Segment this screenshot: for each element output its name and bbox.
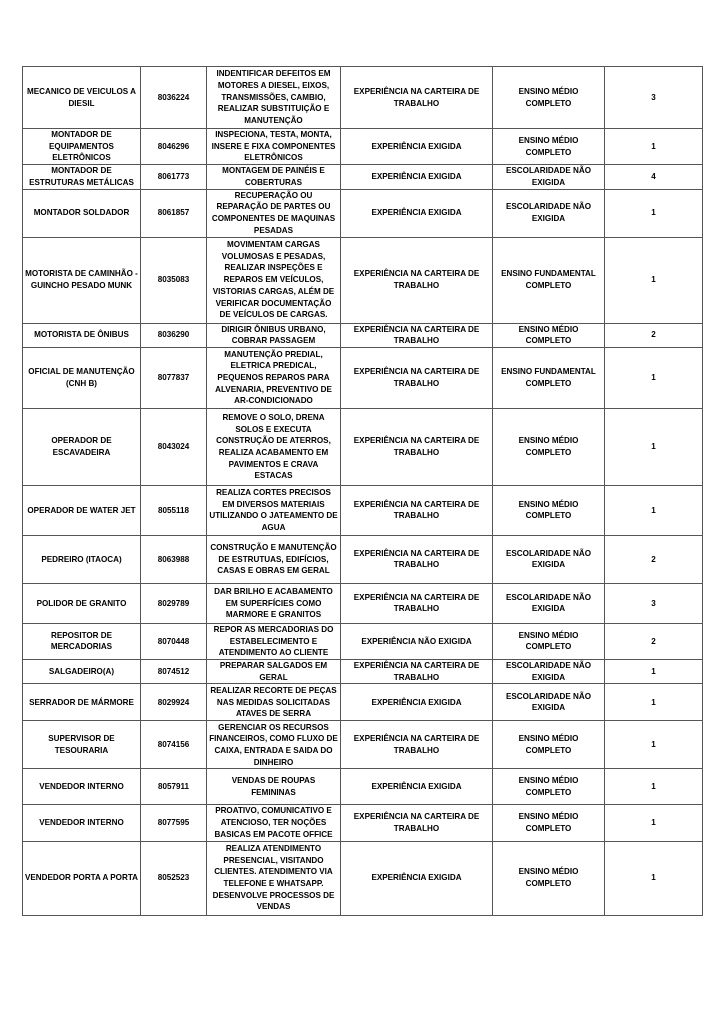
education-requirement-cell: ESCOLARIDADE NÃO EXIGIDA	[493, 535, 605, 583]
job-title-cell: MONTADOR SOLDADOR	[23, 189, 141, 237]
education-requirement-cell: ENSINO MÉDIO COMPLETO	[493, 485, 605, 535]
table-row	[23, 67, 703, 129]
table-row	[23, 535, 703, 583]
job-title-cell: OPERADOR DE ESCAVADEIRA	[23, 408, 141, 485]
vacancies-count-cell: 1	[605, 189, 703, 237]
education-requirement-cell: ENSINO MÉDIO COMPLETO	[493, 805, 605, 841]
education-requirement-cell: ESCOLARIDADE NÃO EXIGIDA	[493, 660, 605, 684]
job-activities-cell: CONSTRUÇÃO E MANUTENÇÃO DE ESTRUTUAS, EDIFÍCIOS, CASAS E OBRAS EM GERAL	[207, 535, 341, 583]
job-title-cell: VENDEDOR INTERNO	[23, 769, 141, 805]
vacancies-count-cell: 2	[605, 623, 703, 659]
vacancies-count-cell: 3	[605, 67, 703, 129]
education-requirement-cell: ENSINO MÉDIO COMPLETO	[493, 67, 605, 129]
table-row	[23, 841, 703, 915]
education-requirement-cell: ENSINO MÉDIO COMPLETO	[493, 769, 605, 805]
job-code-cell: 8029789	[141, 583, 207, 623]
job-code-cell: 8046296	[141, 129, 207, 165]
experience-requirement-cell: EXPERIÊNCIA EXIGIDA	[341, 769, 493, 805]
job-code-cell: 8061773	[141, 165, 207, 189]
job-title-cell: MOTORISTA DE ÔNIBUS	[23, 323, 141, 347]
job-title-cell: SERRADOR DE MÁRMORE	[23, 684, 141, 721]
table-row	[23, 769, 703, 805]
job-title-cell: MONTADOR DE EQUIPAMENTOS ELETRÔNICOS	[23, 129, 141, 165]
job-title-cell: VENDEDOR INTERNO	[23, 805, 141, 841]
job-activities-cell: PREPARAR SALGADOS EM GERAL	[207, 660, 341, 684]
job-rows	[23, 67, 703, 916]
table-row	[23, 805, 703, 841]
job-code-cell: 8043024	[141, 408, 207, 485]
experience-requirement-cell: EXPERIÊNCIA EXIGIDA	[341, 129, 493, 165]
job-code-cell: 8029924	[141, 684, 207, 721]
experience-requirement-cell: EXPERIÊNCIA NA CARTEIRA DE TRABALHO	[341, 583, 493, 623]
vacancies-count-cell: 1	[605, 805, 703, 841]
vacancies-count-cell: 1	[605, 841, 703, 915]
education-requirement-cell: ENSINO FUNDAMENTAL COMPLETO	[493, 237, 605, 323]
job-title-cell: PEDREIRO (ITAOCA)	[23, 535, 141, 583]
job-code-cell: 8077595	[141, 805, 207, 841]
table-row	[23, 660, 703, 684]
job-activities-cell: REMOVE O SOLO, DRENA SOLOS E EXECUTA CONSTRUÇÃO DE ATERROS, REALIZA ACABAMENTO EM PAVIMENTOS E CRAVA ESTACAS	[207, 408, 341, 485]
job-activities-cell: REALIZA CORTES PRECISOS EM DIVERSOS MATERIAIS UTILIZANDO O JATEAMENTO DE AGUA	[207, 485, 341, 535]
education-requirement-cell: ESCOLARIDADE NÃO EXIGIDA	[493, 684, 605, 721]
education-requirement-cell: ESCOLARIDADE NÃO EXIGIDA	[493, 583, 605, 623]
vacancies-count-cell: 1	[605, 684, 703, 721]
job-title-cell: SALGADEIRO(A)	[23, 660, 141, 684]
vacancies-count-cell: 1	[605, 347, 703, 408]
job-title-cell: POLIDOR DE GRANITO	[23, 583, 141, 623]
vacancies-count-cell: 2	[605, 535, 703, 583]
job-code-cell: 8077837	[141, 347, 207, 408]
job-code-cell: 8070448	[141, 623, 207, 659]
job-code-cell: 8052523	[141, 841, 207, 915]
job-activities-cell: VENDAS DE ROUPAS FEMININAS	[207, 769, 341, 805]
job-activities-cell: PROATIVO, COMUNICATIVO E ATENCIOSO, TER NOÇÕES BASICAS EM PACOTE OFFICE	[207, 805, 341, 841]
table-row	[23, 408, 703, 485]
table-row	[23, 323, 703, 347]
table-row	[23, 623, 703, 659]
table-row	[23, 684, 703, 721]
education-requirement-cell: ENSINO MÉDIO COMPLETO	[493, 623, 605, 659]
vacancies-count-cell: 1	[605, 660, 703, 684]
job-code-cell: 8074156	[141, 721, 207, 769]
job-title-cell: MONTADOR DE ESTRUTURAS METÁLICAS	[23, 165, 141, 189]
job-activities-cell: MONTAGEM DE PAINÉIS E COBERTURAS	[207, 165, 341, 189]
job-code-cell: 8074512	[141, 660, 207, 684]
job-code-cell: 8057911	[141, 769, 207, 805]
experience-requirement-cell: EXPERIÊNCIA NA CARTEIRA DE TRABALHO	[341, 237, 493, 323]
vacancies-count-cell: 1	[605, 237, 703, 323]
table-row	[23, 165, 703, 189]
experience-requirement-cell: EXPERIÊNCIA EXIGIDA	[341, 841, 493, 915]
vacancies-count-cell: 1	[605, 129, 703, 165]
job-title-cell: OFICIAL DE MANUTENÇÃO (CNH B)	[23, 347, 141, 408]
education-requirement-cell: ENSINO MÉDIO COMPLETO	[493, 841, 605, 915]
vacancies-count-cell: 1	[605, 769, 703, 805]
job-activities-cell: REALIZA ATENDIMENTO PRESENCIAL, VISITANDO CLIENTES. ATENDIMENTO VIA TELEFONE E WHATSAPP. DESENVOLVE PROCESSOS DE VENDAS	[207, 841, 341, 915]
experience-requirement-cell: EXPERIÊNCIA EXIGIDA	[341, 189, 493, 237]
education-requirement-cell: ENSINO FUNDAMENTAL COMPLETO	[493, 347, 605, 408]
table-row	[23, 721, 703, 769]
job-activities-cell: INDENTIFICAR DEFEITOS EM MOTORES A DIESEL, EIXOS, TRANSMISSÕES, CAMBIO, REALIZAR SUBSTITUIÇÃO E MANUTENÇÃO	[207, 67, 341, 129]
job-vacancies-table	[22, 66, 703, 916]
job-title-cell: SUPERVISOR DE TESOURARIA	[23, 721, 141, 769]
vacancies-count-cell: 3	[605, 583, 703, 623]
education-requirement-cell: ESCOLARIDADE NÃO EXIGIDA	[493, 165, 605, 189]
table-row	[23, 237, 703, 323]
table-row	[23, 583, 703, 623]
job-activities-cell: REALIZAR RECORTE DE PEÇAS NAS MEDIDAS SOLICITADAS ATAVES DE SERRA	[207, 684, 341, 721]
experience-requirement-cell: EXPERIÊNCIA EXIGIDA	[341, 165, 493, 189]
experience-requirement-cell: EXPERIÊNCIA EXIGIDA	[341, 684, 493, 721]
vacancies-count-cell: 1	[605, 721, 703, 769]
job-activities-cell: INSPECIONA, TESTA, MONTA, INSERE E FIXA COMPONENTES ELETRÔNICOS	[207, 129, 341, 165]
vacancies-count-cell: 1	[605, 485, 703, 535]
job-code-cell: 8061857	[141, 189, 207, 237]
table-row	[23, 189, 703, 237]
experience-requirement-cell: EXPERIÊNCIA NA CARTEIRA DE TRABALHO	[341, 408, 493, 485]
education-requirement-cell: ENSINO MÉDIO COMPLETO	[493, 323, 605, 347]
education-requirement-cell: ENSINO MÉDIO COMPLETO	[493, 721, 605, 769]
job-title-cell: OPERADOR DE WATER JET	[23, 485, 141, 535]
table-row	[23, 347, 703, 408]
job-code-cell: 8036290	[141, 323, 207, 347]
job-title-cell: REPOSITOR DE MERCADORIAS	[23, 623, 141, 659]
job-activities-cell: MOVIMENTAM CARGAS VOLUMOSAS E PESADAS, REALIZAR INSPEÇÕES E REPAROS EM VEÍCULOS, VISTORIAS CARGAS, ALÉM DE VERIFICAR DOCUMENTAÇÃO DE VEÍCULOS DE CARGAS.	[207, 237, 341, 323]
table-row	[23, 129, 703, 165]
job-title-cell: MOTORISTA DE CAMINHÃO - GUINCHO PESADO MUNK	[23, 237, 141, 323]
job-activities-cell: RECUPERAÇÃO OU REPARAÇÃO DE PARTES OU COMPONENTES DE MAQUINAS PESADAS	[207, 189, 341, 237]
job-code-cell: 8063988	[141, 535, 207, 583]
vacancies-count-cell: 1	[605, 408, 703, 485]
vacancies-count-cell: 2	[605, 323, 703, 347]
job-activities-cell: GERENCIAR OS RECURSOS FINANCEIROS, COMO FLUXO DE CAIXA, ENTRADA E SAIDA DO DINHEIRO	[207, 721, 341, 769]
experience-requirement-cell: EXPERIÊNCIA NÃO EXIGIDA	[341, 623, 493, 659]
experience-requirement-cell: EXPERIÊNCIA NA CARTEIRA DE TRABALHO	[341, 67, 493, 129]
experience-requirement-cell: EXPERIÊNCIA NA CARTEIRA DE TRABALHO	[341, 660, 493, 684]
job-code-cell: 8036224	[141, 67, 207, 129]
job-activities-cell: DAR BRILHO E ACABAMENTO EM SUPERFÍCIES COMO MARMORE E GRANITOS	[207, 583, 341, 623]
table-row	[23, 485, 703, 535]
job-activities-cell: REPOR AS MERCADORIAS DO ESTABELECIMENTO E ATENDIMENTO AO CLIENTE	[207, 623, 341, 659]
job-code-cell: 8035083	[141, 237, 207, 323]
education-requirement-cell: ENSINO MÉDIO COMPLETO	[493, 129, 605, 165]
vacancies-count-cell: 4	[605, 165, 703, 189]
job-title-cell: VENDEDOR PORTA A PORTA	[23, 841, 141, 915]
experience-requirement-cell: EXPERIÊNCIA NA CARTEIRA DE TRABALHO	[341, 805, 493, 841]
job-code-cell: 8055118	[141, 485, 207, 535]
experience-requirement-cell: EXPERIÊNCIA NA CARTEIRA DE TRABALHO	[341, 485, 493, 535]
experience-requirement-cell: EXPERIÊNCIA NA CARTEIRA DE TRABALHO	[341, 347, 493, 408]
experience-requirement-cell: EXPERIÊNCIA NA CARTEIRA DE TRABALHO	[341, 535, 493, 583]
job-activities-cell: MANUTENÇÃO PREDIAL, ELETRICA PREDICAL, PEQUENOS REPAROS PARA ALVENARIA, PREVENTIVO DE AR-CONDICIONADO	[207, 347, 341, 408]
education-requirement-cell: ENSINO MÉDIO COMPLETO	[493, 408, 605, 485]
job-activities-cell: DIRIGIR ÔNIBUS URBANO, COBRAR PASSAGEM	[207, 323, 341, 347]
education-requirement-cell: ESCOLARIDADE NÃO EXIGIDA	[493, 189, 605, 237]
experience-requirement-cell: EXPERIÊNCIA NA CARTEIRA DE TRABALHO	[341, 721, 493, 769]
job-title-cell: MECANICO DE VEICULOS A DIESIL	[23, 67, 141, 129]
experience-requirement-cell: EXPERIÊNCIA NA CARTEIRA DE TRABALHO	[341, 323, 493, 347]
